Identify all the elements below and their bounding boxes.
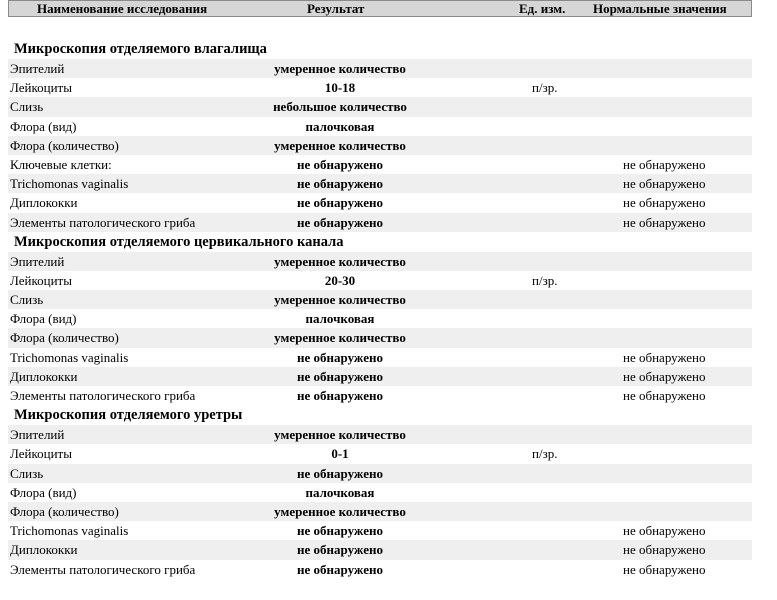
row-result: не обнаружено: [297, 542, 383, 558]
row-unit: п/зр.: [532, 272, 558, 288]
row-result: умеренное количество: [274, 253, 406, 269]
row-result: не обнаружено: [297, 561, 383, 577]
table-row: [8, 59, 752, 78]
row-result: не обнаружено: [297, 523, 383, 539]
row-result: 0-1: [331, 446, 349, 462]
row-name: Диплококки: [10, 195, 78, 211]
row-result: не обнаружено: [297, 368, 383, 384]
row-unit: п/зр.: [532, 446, 558, 462]
row-name: Лейкоциты: [10, 446, 72, 462]
table-header: [8, 0, 752, 17]
row-name: Trichomonas vaginalis: [10, 349, 129, 365]
row-result: не обнаружено: [297, 156, 383, 172]
section-title: Микроскопия отделяемого уретры: [14, 407, 243, 424]
row-result: не обнаружено: [297, 195, 383, 211]
section: [8, 39, 752, 232]
row-result: умеренное количество: [274, 292, 406, 308]
row-result: палочковая: [305, 118, 375, 134]
section-title: Микроскопия отделяемого цервикального канала: [14, 233, 344, 250]
row-name: Флора (вид): [10, 118, 77, 134]
row-name: Флора (вид): [10, 311, 77, 327]
table-row: [8, 521, 752, 540]
table-row: [8, 136, 752, 155]
table-row: [8, 97, 752, 116]
header-unit: Ед. изм.: [519, 1, 566, 16]
row-name: Слизь: [10, 465, 44, 481]
table-row: [8, 348, 752, 367]
table-row: [8, 560, 752, 579]
table-row: [8, 464, 752, 483]
row-name: Элементы патологического гриба: [10, 388, 196, 403]
section-title: Микроскопия отделяемого влагалища: [14, 41, 267, 57]
row-name: Элементы патологического гриба: [10, 214, 196, 230]
row-result: умеренное количество: [274, 427, 406, 443]
table-row: [8, 328, 752, 347]
row-name: Флора (количество): [10, 503, 119, 519]
table-row: [8, 502, 752, 521]
section: [8, 405, 752, 579]
row-name: Элементы патологического гриба: [10, 561, 196, 577]
table-row: [8, 309, 752, 328]
row-name: Лейкоциты: [10, 272, 72, 288]
row-norm: не обнаружено: [623, 214, 706, 230]
table-row: [8, 290, 752, 309]
row-result: небольшое количество: [273, 99, 407, 115]
row-name: Эпителий: [10, 253, 65, 269]
row-result: палочковая: [305, 311, 375, 327]
row-norm: не обнаружено: [623, 523, 706, 539]
row-norm: не обнаружено: [623, 156, 706, 172]
row-result: 20-30: [324, 272, 356, 288]
table-row: [8, 213, 752, 232]
row-norm: не обнаружено: [623, 349, 706, 365]
row-result: не обнаружено: [297, 214, 383, 230]
results-table: [8, 39, 752, 579]
row-result: умеренное количество: [274, 137, 406, 153]
row-result: умеренное количество: [274, 61, 406, 76]
table-row: [8, 386, 752, 405]
row-norm: не обнаружено: [623, 542, 706, 558]
row-unit: п/зр.: [532, 80, 558, 96]
row-result: 10-18: [324, 80, 356, 96]
table-row: [8, 78, 752, 97]
row-result: умеренное количество: [274, 330, 406, 346]
row-norm: не обнаружено: [623, 368, 706, 384]
row-name: Эпителий: [10, 427, 65, 443]
row-result: палочковая: [305, 484, 375, 500]
row-name: Флора (вид): [10, 484, 77, 500]
table-row: [8, 483, 752, 502]
row-name: Флора (количество): [10, 330, 119, 346]
header-result: Результат: [307, 1, 365, 16]
row-norm: не обнаружено: [623, 561, 706, 577]
row-name: Диплококки: [10, 542, 78, 558]
row-name: Trichomonas vaginalis: [10, 176, 129, 192]
row-result: не обнаружено: [297, 176, 383, 192]
table-row: [8, 117, 752, 136]
row-norm: не обнаружено: [623, 176, 706, 192]
row-name: Диплококки: [10, 368, 78, 384]
table-row: [8, 193, 752, 212]
row-name: Эпителий: [10, 61, 65, 76]
header-name: Наименование исследования: [37, 1, 208, 16]
table-row: [8, 540, 752, 559]
table-row: [8, 425, 752, 444]
table-row: [8, 252, 752, 271]
row-name: Ключевые клетки:: [10, 156, 112, 172]
table-row: [8, 367, 752, 386]
table-row: [8, 174, 752, 193]
row-name: Слизь: [10, 292, 44, 308]
row-name: Слизь: [10, 99, 44, 115]
row-norm: не обнаружено: [623, 195, 706, 211]
table-row: [8, 155, 752, 174]
row-norm: не обнаружено: [623, 388, 706, 403]
row-result: не обнаружено: [297, 465, 383, 481]
section: [8, 232, 752, 406]
row-result: не обнаружено: [297, 349, 383, 365]
header-norm: Нормальные значения: [593, 1, 727, 16]
row-result: не обнаружено: [297, 388, 383, 403]
row-name: Лейкоциты: [10, 80, 72, 96]
table-row: [8, 271, 752, 290]
table-row: [8, 444, 752, 463]
row-result: умеренное количество: [274, 503, 406, 519]
row-name: Trichomonas vaginalis: [10, 523, 129, 539]
row-name: Флора (количество): [10, 137, 119, 153]
